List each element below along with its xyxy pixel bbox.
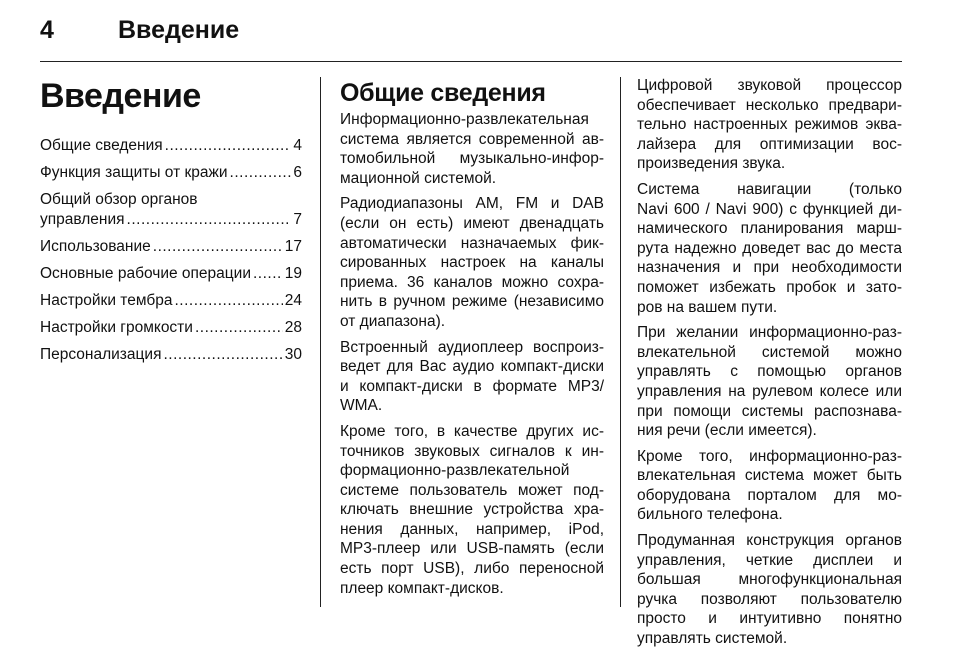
section-heading: Общие сведения bbox=[340, 79, 546, 107]
toc-entry[interactable] bbox=[40, 136, 302, 156]
text-line: большая многофункциональная bbox=[637, 571, 902, 589]
text-line: управлять с помощью органов bbox=[637, 363, 902, 381]
text-line: формационно-развлекательной bbox=[340, 462, 570, 480]
toc-page-number: 24 bbox=[284, 292, 302, 309]
text-line: бильного телефона. bbox=[637, 506, 783, 524]
toc-page-number: 19 bbox=[284, 265, 302, 282]
body-paragraph bbox=[340, 422, 604, 598]
body-paragraph bbox=[340, 194, 604, 331]
text-line: система является современной ав- bbox=[340, 130, 604, 148]
text-line: Встроенный аудиоплеер воспроиз- bbox=[340, 338, 604, 356]
text-line: Кроме того, информационно-раз- bbox=[637, 447, 902, 465]
toc-entry[interactable] bbox=[40, 163, 302, 183]
running-title: Введение bbox=[118, 16, 240, 44]
text-line: сированных настроек на каналы bbox=[340, 254, 604, 272]
text-line: влекательная система может быть bbox=[637, 467, 902, 485]
text-line: Система навигации (только bbox=[637, 180, 902, 198]
body-paragraph bbox=[637, 180, 902, 317]
toc-leader-dots bbox=[253, 264, 283, 284]
toc-leader-dots bbox=[153, 237, 283, 257]
column-divider-1 bbox=[320, 77, 321, 607]
toc-leader-dots bbox=[195, 318, 283, 338]
text-line: точников звуковых сигналов к ин- bbox=[340, 442, 604, 460]
text-line: влекательной системой можно bbox=[637, 343, 902, 361]
body-paragraph bbox=[637, 76, 902, 174]
toc-entry-label: Основные рабочие операции bbox=[40, 265, 251, 282]
header-rule bbox=[40, 61, 902, 62]
text-line: и компакт-диски в формате MP3/ bbox=[340, 377, 604, 395]
toc-page-number: 30 bbox=[284, 346, 302, 363]
text-line: плеер компакт-дисков. bbox=[340, 579, 504, 597]
toc-leader-dots bbox=[165, 136, 292, 156]
toc-entry[interactable] bbox=[40, 264, 302, 284]
text-line: при помощи системы распознава- bbox=[637, 402, 902, 420]
text-line: назначения и при необходимости bbox=[637, 259, 902, 277]
toc-list bbox=[40, 136, 302, 365]
text-line: ведет для Вас аудио компакт-диски bbox=[340, 358, 604, 376]
toc-leader-dots bbox=[230, 163, 292, 183]
toc-leader-dots bbox=[127, 210, 292, 230]
text-line: тельно настроенных режимов эква- bbox=[637, 116, 902, 134]
text-line: управления на рулевом колесе или bbox=[637, 382, 902, 400]
body-paragraph bbox=[340, 338, 604, 416]
toc-leader-dots bbox=[174, 291, 282, 311]
toc-entry-label: Настройки громкости bbox=[40, 319, 193, 336]
text-line: автоматически назначаемых фик- bbox=[340, 234, 604, 252]
toc-entry-label: управления bbox=[40, 211, 125, 228]
body-paragraph bbox=[637, 531, 902, 649]
toc-page-number: 17 bbox=[284, 238, 302, 255]
toc-column bbox=[40, 76, 302, 372]
toc-entry[interactable] bbox=[40, 345, 302, 365]
toc-entry-label: Использование bbox=[40, 238, 151, 255]
text-line: системе пользователь может под- bbox=[340, 481, 604, 499]
toc-leader-dots bbox=[163, 345, 282, 365]
text-line: Радиодиапазоны AM, FM и DAB bbox=[340, 195, 604, 213]
toc-page-number: 28 bbox=[284, 319, 302, 336]
text-column-right bbox=[637, 76, 902, 655]
text-line: просто и интуитивно понятно bbox=[637, 610, 902, 628]
body-paragraph bbox=[637, 323, 902, 441]
text-line: Продуманная конструкция органов bbox=[637, 532, 902, 550]
text-line: намического планирования марш- bbox=[637, 220, 902, 238]
text-line: поможет избежать пробок и зато- bbox=[637, 278, 902, 296]
text-line: MP3-плеер или USB-память (если bbox=[340, 540, 604, 558]
intro-column bbox=[340, 76, 604, 604]
text-line: ров на вашем пути. bbox=[637, 298, 778, 316]
toc-entry[interactable] bbox=[40, 190, 302, 230]
toc-page-number: 4 bbox=[293, 137, 302, 154]
running-header bbox=[40, 14, 239, 46]
toc-entry-label: Функция защиты от кражи bbox=[40, 164, 228, 181]
text-line: При желании информационно-раз- bbox=[637, 324, 902, 342]
text-line: нить в ручном режиме (независимо bbox=[340, 293, 604, 311]
toc-title: Введение bbox=[40, 77, 201, 115]
toc-entry-label: Настройки тембра bbox=[40, 292, 173, 309]
text-line: лайзера для оптимизации вос- bbox=[637, 135, 902, 153]
text-line: есть порт USB), либо переносной bbox=[340, 560, 604, 578]
toc-entry[interactable] bbox=[40, 318, 302, 338]
toc-entry[interactable] bbox=[40, 291, 302, 311]
toc-page-number: 6 bbox=[293, 164, 302, 181]
text-line: томобильной музыкально-инфор- bbox=[340, 150, 604, 168]
body-paragraph bbox=[340, 110, 604, 188]
text-line: Кроме того, в качестве других ис- bbox=[340, 422, 604, 440]
text-line: ния речи (если имеется). bbox=[637, 422, 817, 440]
text-line: приема. 36 каналов можно сохра- bbox=[340, 273, 604, 291]
text-line: ручка позволяют пользователю bbox=[637, 590, 902, 608]
text-line: мационной системой. bbox=[340, 169, 497, 187]
text-line: WMA. bbox=[340, 397, 383, 415]
text-line: Цифровой звуковой процессор bbox=[637, 77, 902, 94]
text-line: нения данных, например, iPod, bbox=[340, 520, 604, 538]
text-line: ключать внешние устройства хра- bbox=[340, 501, 604, 519]
text-line: рута надежно доведет вас до места bbox=[637, 239, 902, 257]
page-number: 4 bbox=[40, 16, 54, 44]
text-line: Информационно-развлекательная bbox=[340, 111, 589, 128]
text-line: произведения звука. bbox=[637, 155, 786, 173]
text-line: оборудована порталом для мо- bbox=[637, 486, 902, 504]
body-paragraph bbox=[637, 447, 902, 525]
toc-entry-label: Общий обзор органов bbox=[40, 191, 198, 208]
text-line: от диапазона). bbox=[340, 312, 446, 330]
text-line: управления, четкие дисплеи и bbox=[637, 551, 902, 569]
toc-entry[interactable] bbox=[40, 237, 302, 257]
toc-entry-label: Общие сведения bbox=[40, 137, 163, 154]
text-line: (если он есть) имеют двенадцать bbox=[340, 214, 604, 232]
text-line: управлять системой. bbox=[637, 630, 788, 648]
text-line: обеспечивает несколько предвари- bbox=[637, 96, 902, 114]
column-divider-2 bbox=[620, 77, 621, 607]
toc-page-number: 7 bbox=[293, 211, 302, 228]
text-line: Navi 600 / Navi 900) с функцией ди- bbox=[637, 200, 902, 218]
toc-entry-label: Персонализация bbox=[40, 346, 162, 363]
